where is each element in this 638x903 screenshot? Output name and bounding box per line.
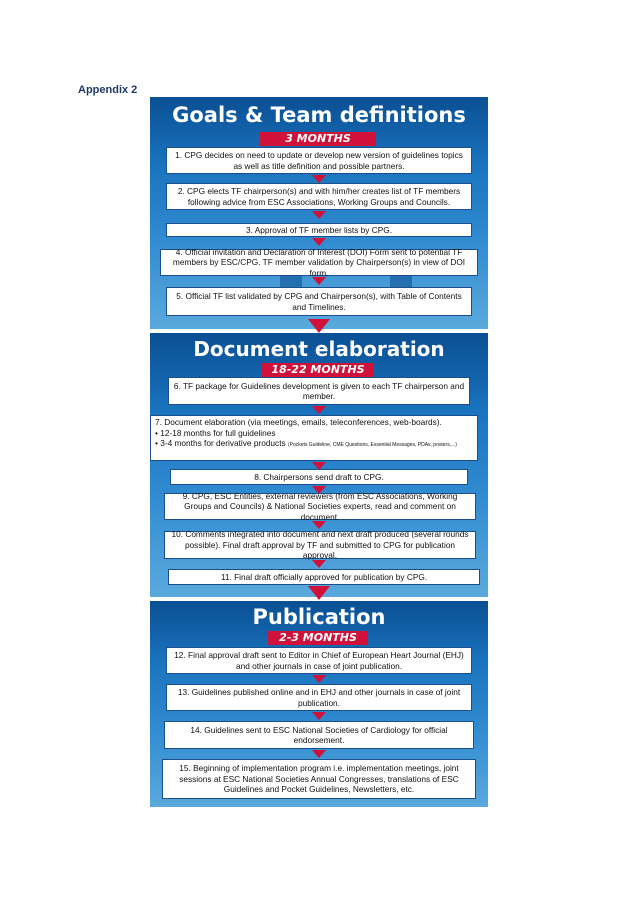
step-12-box: 12. Final approval draft sent to Editor in Chief of European Heart Journal (EHJ) and other journals in case of joint publication. <box>166 647 472 674</box>
guidelines-process-diagram <box>150 97 488 807</box>
step-7-text: 7. Document elaboration (via meetings, emails, teleconferences, web-boards). <box>155 417 442 427</box>
section-transition-arrow <box>308 586 330 600</box>
step-8-box: 8. Chairpersons send draft to CPG. <box>170 469 468 485</box>
step-10-box: 10. Comments integrated into document and next draft produced (several rounds possible). Final draft approval by TF and submitted to CPG for publication approval. <box>164 531 476 559</box>
section-duration: 2-3 MONTHS <box>268 631 368 645</box>
flow-arrow <box>312 712 326 720</box>
step-7-bullet-derivative: • 3-4 months for derivative products (Pockets Guideline, CME Questions, Essential Messages, PDAs, posters,...) <box>155 438 457 448</box>
step-9-box: 9. CPG, ESC Entities, external reviewers (from ESC Associations, Working Groups and Councils) & National Societies experts, read and comment on document. <box>164 493 476 520</box>
section-title: Goals & Team definitions <box>172 103 466 127</box>
flow-arrow <box>312 521 326 529</box>
step-14-box: 14. Guidelines sent to ESC National Societies of Cardiology for official endorsement. <box>164 721 474 749</box>
step-1-box: 1. CPG decides on need to update or develop new version of guidelines topics as well as title definition and possible partners. <box>166 147 472 174</box>
section-duration: 18-22 MONTHS <box>262 363 374 377</box>
flow-arrow <box>312 277 326 285</box>
flow-arrow <box>312 175 326 183</box>
flow-arrow <box>312 675 326 683</box>
flow-arrow <box>312 560 326 568</box>
step-3-box: 3. Approval of TF member lists by CPG. <box>166 223 472 237</box>
flow-arrow <box>312 238 326 246</box>
step-7-box <box>150 415 478 461</box>
flow-arrow <box>312 750 326 758</box>
step-15-box: 15. Beginning of implementation program i.e. implementation meetings, joint sessions at ESC National Societies Annual Congresses, translations of ESC Guidelines and Pocket Guidelines, Newsletters, etc. <box>162 759 476 799</box>
step-5-box: 5. Official TF list validated by CPG and Chairperson(s), with Table of Contents and Timelines. <box>166 287 472 316</box>
step-2-box: 2. CPG elects TF chairperson(s) and with him/her creates list of TF members following advice from ESC Associations, Working Groups and Councils. <box>166 183 472 210</box>
step-11-box: 11. Final draft officially approved for publication by CPG. <box>168 569 480 585</box>
step-4-box: 4. Official invitation and Declaration of Interest (DOI) Form sent to potential TF members by ESC/CPG. TF member validation by Chairperson(s) in view of DOI form. <box>160 249 478 276</box>
flow-arrow <box>312 211 326 219</box>
flow-arrow <box>312 406 326 414</box>
step-7-bullet-full: • 12-18 months for full guidelines <box>155 427 276 438</box>
section-transition-arrow <box>308 319 330 333</box>
section-title: Document elaboration <box>193 337 445 361</box>
section-duration: 3 MONTHS <box>260 132 376 146</box>
step-13-box: 13. Guidelines published online and in EHJ and other journals in case of joint publication. <box>166 684 472 711</box>
step-6-box: 6. TF package for Guidelines development is given to each TF chairperson and member. <box>168 377 470 405</box>
appendix-label: Appendix 2 <box>78 84 138 96</box>
section-title: Publication <box>252 605 386 629</box>
